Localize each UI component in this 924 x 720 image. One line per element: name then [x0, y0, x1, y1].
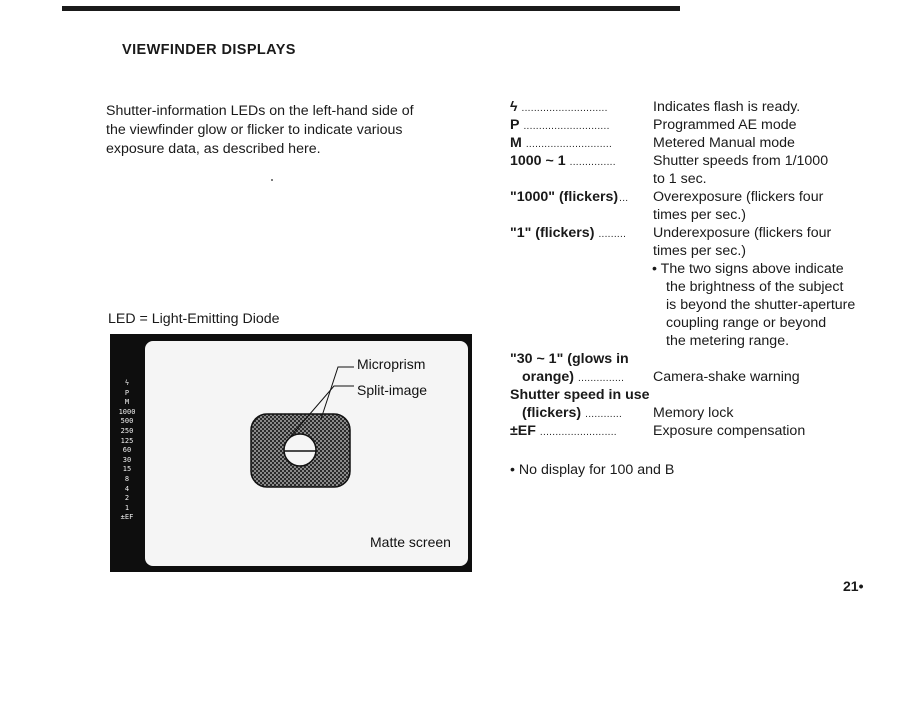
legend-desc: Exposure compensation [653, 423, 806, 439]
legend-key: ϟ [510, 99, 518, 115]
microprism-leader [321, 367, 354, 419]
led-label: P [124, 388, 130, 397]
leader-dots: ............................ [523, 121, 610, 132]
led-label: ±EF [120, 513, 134, 522]
legend-desc: Shutter speeds from 1/1000 [653, 153, 829, 169]
stray-dot [271, 179, 273, 181]
legend-key: Shutter speed in use [510, 387, 650, 403]
top-rule [62, 6, 680, 11]
led-label: 500 [120, 417, 134, 426]
leader-dots: ............ [585, 409, 623, 420]
legend-desc: to 1 sec. [653, 171, 707, 187]
legend-row [522, 369, 624, 385]
legend-key: (flickers) [522, 405, 582, 421]
legend-row [522, 405, 622, 421]
legend-key: orange) [522, 369, 575, 385]
legend-desc: Metered Manual mode [653, 135, 795, 151]
intro-line: the viewfinder glow or flicker to indicate various [106, 122, 403, 138]
led-label: 1 [124, 503, 130, 512]
legend-row [510, 189, 628, 205]
legend-row [510, 135, 612, 151]
legend-desc: Memory lock [653, 405, 734, 421]
leader-dots: ............................ [521, 103, 608, 114]
leader-dots: ......................... [539, 427, 617, 438]
page-number: 21• [843, 578, 864, 594]
leader-dots: ......... [598, 229, 627, 240]
legend-key: M [510, 135, 522, 151]
led-label: 30 [122, 455, 132, 464]
legend-row [510, 225, 626, 241]
legend-desc: Underexposure (flickers four [653, 225, 832, 241]
led-label: 4 [124, 484, 130, 493]
intro-paragraph [106, 102, 486, 159]
legend-row [510, 117, 610, 133]
legend-key: "1" (flickers) [510, 225, 595, 241]
legend-desc: times per sec.) [653, 207, 747, 223]
legend-key: "1000" (flickers) [510, 189, 619, 205]
led-label: 2 [124, 494, 130, 503]
legend-desc: Indicates flash is ready. [653, 99, 801, 115]
legend-desc: Camera-shake warning [653, 369, 800, 385]
split-image-callout: Split-image [357, 382, 428, 398]
microprism-callout: Microprism [357, 356, 426, 372]
bullet-note: coupling range or beyond [666, 315, 827, 331]
leader-dots: ............... [578, 373, 625, 384]
legend-key: ±EF [510, 423, 536, 439]
led-label: 15 [122, 465, 132, 474]
leader-dots: ............... [569, 157, 616, 168]
viewfinder-diagram [110, 334, 472, 572]
led-label: 250 [120, 426, 134, 435]
legend-key: 1000 ~ 1 [510, 153, 566, 169]
page-title: VIEWFINDER DISPLAYS [122, 42, 296, 58]
legend-desc: Programmed AE mode [653, 117, 797, 133]
led-label: ϟ [124, 379, 130, 387]
legend-key: "30 ~ 1" (glows in [510, 351, 629, 367]
led-label: 8 [124, 474, 130, 483]
led-label: 60 [122, 446, 132, 455]
bullet-note: is beyond the shutter-aperture [666, 297, 856, 313]
leader-dots: ... [619, 193, 629, 204]
led-label: 1000 [118, 407, 136, 416]
legend-desc: times per sec.) [653, 243, 747, 259]
bullet-note: the metering range. [666, 333, 790, 349]
led-label: M [124, 398, 130, 407]
leader-dots: ............................ [525, 139, 613, 150]
led-definition: LED = Light-Emitting Diode [108, 311, 280, 327]
led-label: 125 [120, 436, 134, 445]
legend-row [510, 99, 608, 115]
matte-screen-callout: Matte screen [370, 534, 451, 550]
legend-row [510, 423, 617, 439]
legend-desc: Overexposure (flickers four [653, 189, 824, 205]
bullet-note: • The two signs above indicate [652, 261, 844, 277]
split-image-circle [284, 434, 316, 466]
footnote: • No display for 100 and B [510, 462, 675, 478]
legend-key: P [510, 117, 520, 133]
intro-line: exposure data, as described here. [106, 141, 321, 157]
intro-line: Shutter-information LEDs on the left-hand side of [106, 103, 414, 119]
bullet-note: the brightness of the subject [666, 279, 844, 295]
legend-row [510, 153, 616, 169]
